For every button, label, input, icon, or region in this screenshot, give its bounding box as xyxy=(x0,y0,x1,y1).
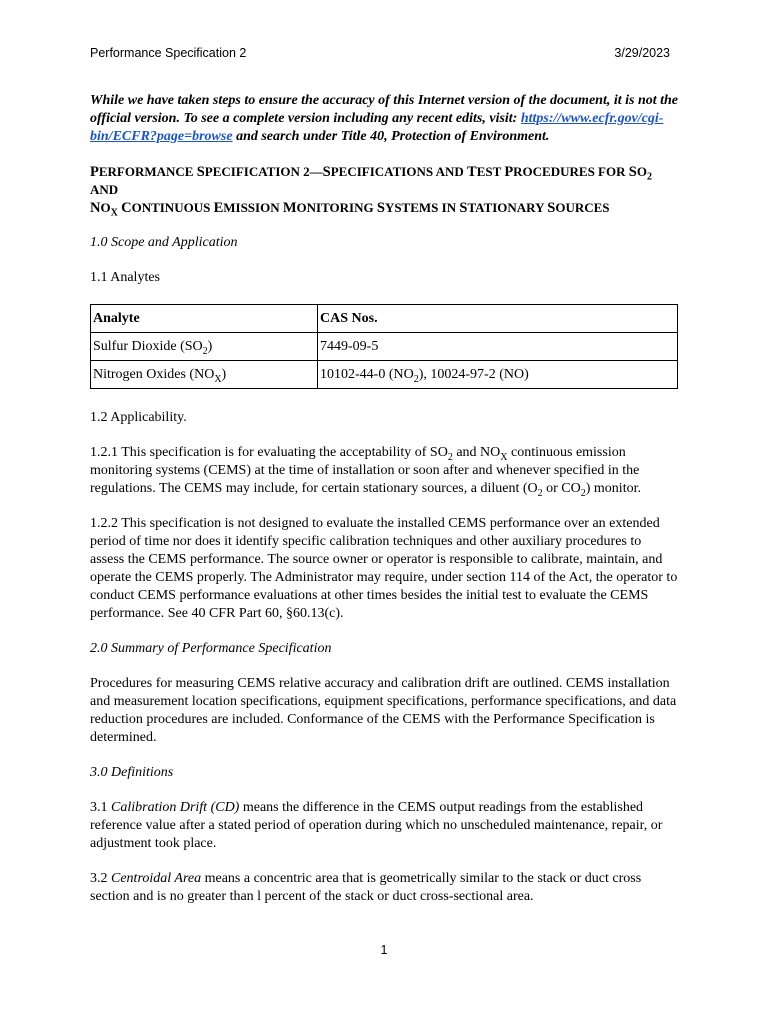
cell-sub: X xyxy=(214,373,222,385)
cell-text: 10102-44-0 (NO xyxy=(320,366,414,382)
table-header-row xyxy=(91,305,678,333)
title-sub-2: X xyxy=(110,207,118,219)
table-row xyxy=(91,361,678,389)
cell-text-end: ) xyxy=(207,338,213,354)
sub: X xyxy=(500,451,508,463)
header-date: 3/29/2023 xyxy=(614,46,670,60)
cell-text-end: ), 10024-97-2 (NO) xyxy=(418,366,529,382)
def-term: Calibration Drift (CD) xyxy=(111,800,240,815)
section-heading-3: 3.0 Definitions xyxy=(90,765,174,780)
document-title xyxy=(90,163,678,217)
table-cell-cas: 7449-09-5 xyxy=(318,333,678,361)
ecfr-link[interactable]: https://www.ecfr.gov/cgi-bin/ECFR?page=browse xyxy=(90,111,664,144)
analytes-table xyxy=(90,304,678,389)
analytes-heading: 1.1 Analytes xyxy=(90,270,160,285)
def-number: 3.2 xyxy=(90,871,111,886)
disclaimer-notice xyxy=(90,92,678,146)
title-line-2a: NO xyxy=(90,200,111,216)
text: and NO xyxy=(452,445,501,460)
cell-text: Sulfur Dioxide (SO xyxy=(93,338,203,354)
sub: 2 xyxy=(537,487,543,499)
page-number: 1 xyxy=(380,943,388,957)
cell-text: Nitrogen Oxides (NO xyxy=(93,366,215,382)
table-cell-analyte xyxy=(91,333,318,361)
table-header-analyte: Analyte xyxy=(91,305,318,333)
title-line-1: PERFORMANCE SPECIFICATION 2—SPECIFICATIONS AND TEST PROCEDURES FOR SO xyxy=(90,164,647,180)
paragraph-1-2-2: 1.2.2 This specification is not designed to evaluate the installed CEMS performance over an extended period of time nor does it identify specific calibration techniques and other auxiliary procedures to assess the CEMS performance. The source owner or operator is responsible to calibrate, maintain, and operate the CEMS properly. The Administrator may require, under section 114 of the Act, the operator to conduct CEMS performance evaluations at other times besides the initial test to evaluate the CEMS performance. See 40 CFR Part 60, §60.13(c). xyxy=(90,516,678,621)
section-heading-2: 2.0 Summary of Performance Specification xyxy=(90,641,332,656)
sub: 2 xyxy=(447,451,453,463)
text: 1.2.1 This specification is for evaluating the acceptability of SO xyxy=(90,445,448,460)
table-cell-cas xyxy=(318,361,678,389)
document-body xyxy=(90,92,678,923)
text: ) monitor. xyxy=(585,481,641,496)
header-title: Performance Specification 2 xyxy=(90,46,247,60)
title-sub-1: 2 xyxy=(646,171,652,183)
notice-text: While we have taken steps to ensure the accuracy of this Internet version of the document, it is not the official version. To see a complete version including any recent edits, visit: xyxy=(90,93,679,126)
sub: 2 xyxy=(580,487,586,499)
title-line-2b: CONTINUOUS EMISSION MONITORING SYSTEMS IN STATIONARY SOURCES xyxy=(121,200,610,216)
table-header-cas: CAS Nos. xyxy=(318,305,678,333)
cell-text-end: ) xyxy=(221,366,227,382)
table-row xyxy=(91,333,678,361)
definition-3-1 xyxy=(90,799,678,853)
def-text: means a concentric area that is geometrically similar to the stack or duct cross section and is no greater than l percent of the stack or duct cross-sectional area. xyxy=(90,871,642,904)
notice-text-end: and search under Title 40, Protection of Environment. xyxy=(232,129,550,144)
definition-3-2 xyxy=(90,870,678,906)
def-number: 3.1 xyxy=(90,800,111,815)
cell-sub: 2 xyxy=(202,345,208,357)
section-heading-1: 1.0 Scope and Application xyxy=(90,235,238,250)
paragraph-1-2-1 xyxy=(90,444,678,498)
def-term: Centroidal Area xyxy=(111,871,202,886)
text: continuous emission monitoring systems (CEMS) at the time of installation or soon after and whenever specified in the regulations. The CEMS may include, for certain stationary sources, a diluent (O xyxy=(90,445,640,496)
cell-sub: 2 xyxy=(413,373,419,385)
text: or CO xyxy=(542,481,581,496)
page-header xyxy=(90,46,670,60)
table-cell-analyte xyxy=(91,361,318,389)
def-text: means the difference in the CEMS output readings from the established reference value after a stated period of operation during which no unscheduled maintenance, repair, or adjustment took place. xyxy=(90,800,663,851)
applicability-heading: 1.2 Applicability. xyxy=(90,410,187,425)
title-and: AND xyxy=(90,182,119,197)
paragraph-2-0: Procedures for measuring CEMS relative accuracy and calibration drift are outlined. CEMS installation and measurement location specifications, equipment specifications, performance specifications, and data reduction procedures are included. Conformance of the CEMS with the Performance Specification is determined. xyxy=(90,676,677,745)
